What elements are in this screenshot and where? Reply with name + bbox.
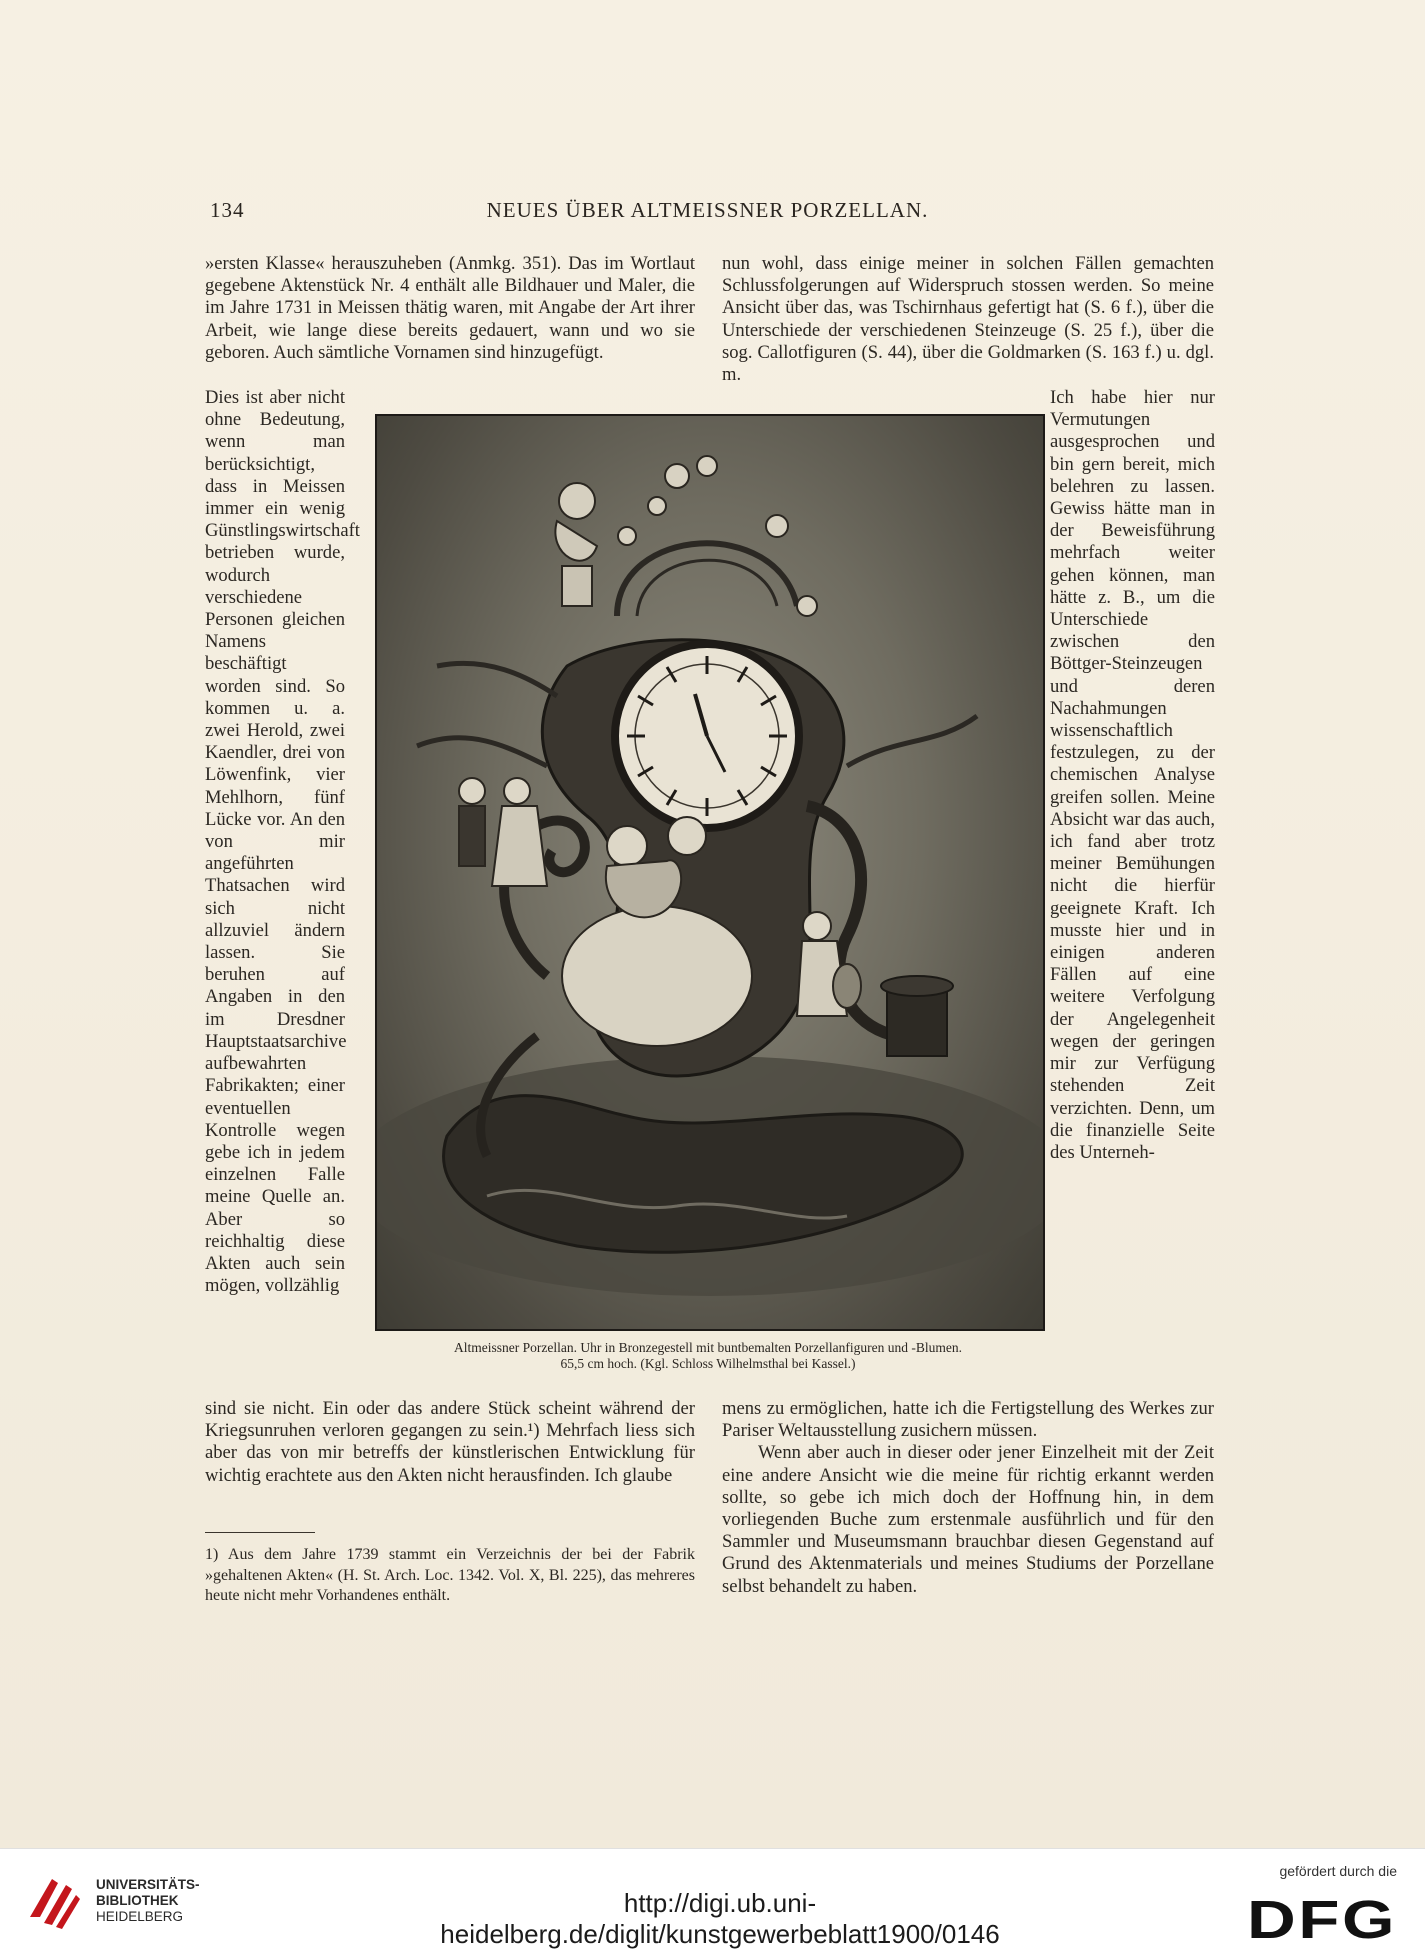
running-title: NEUES ÜBER ALTMEISSNER PORZELLAN. xyxy=(486,198,929,222)
library-name-line: BIBLIOTHEK xyxy=(96,1893,179,1908)
right-column-top xyxy=(722,253,1214,386)
clock-illustration xyxy=(377,416,1043,1329)
library-name-line: HEIDELBERG xyxy=(96,1909,184,1924)
left-column-top xyxy=(205,253,695,364)
paragraph: Wenn aber auch in dieser oder jener Einzelheit mit der Zeit eine andere Ansicht wie die meine für richtig erkannt werden sollte, so gebe ich mich doch der Hoffnung hin, in dem vorliegenden Buche zum erstenmale ausführlich und für den Sammler und Museumsmann brauchbar diesen Gegenstand auf Grund des Aktenmaterials und meines Studiums der Porzellane selbst behandelt zu haben. xyxy=(722,1442,1214,1597)
paragraph: Ich habe hier nur Vermutungen ausgesprochen und bin gern bereit, mich belehren zu lassen. Gewiss hätte man in der Beweisführung mehrfach weiter gehen können, man hätte z. B., um die Unterschiede zwischen den Böttger-Steinzeugen und deren Nachahmungen wissenschaftlich festzulegen, zu der chemischen Analyse greifen sollen. Meine Absicht war das auch, ich fand aber trotz meiner Bemühungen nicht die hierfür geeignete Kraft. Ich musste hier und in einigen anderen Fällen auf eine weitere Verfolgung der Angelegenheit wegen der geringen mir zur Verfügung stehenden Zeit verzichten. Denn, um die finanzielle Seite des Unterneh- xyxy=(1050,387,1215,1163)
dfg-logo[interactable]: DFG xyxy=(1247,1890,1397,1950)
caption-line: 65,5 cm hoch. (Kgl. Schloss Wilhelmsthal bei Kassel.) xyxy=(560,1356,856,1371)
paragraph: »ersten Klasse« herauszuheben (Anmkg. 351). Das im Wortlaut gegebene Aktenstück Nr. 4 enthält alle Bildhauer und Maler, die im Jahre 1731 in Meissen thätig waren, mit Angabe der Art ihrer Arbeit, wie lange diese bereits gedauert, wann und wo sie geboren. Auch sämtliche Vornamen sind hinzugefügt. xyxy=(205,253,695,363)
right-column-around-figure xyxy=(1050,387,1215,1164)
digitization-footer xyxy=(0,1848,1425,1958)
right-column-bottom xyxy=(722,1398,1214,1598)
page-number: 134 xyxy=(210,198,245,222)
left-column-around-figure xyxy=(205,387,360,1297)
footnote-divider xyxy=(205,1532,315,1533)
paragraph: nun wohl, dass einige meiner in solchen Fällen gemachten Schlussfolgerungen auf Widerspruch stossen werden. So meine Ansicht über das, was Tschirnhaus gefertigt hat (S. 6 f.), über die Unterschiede der verschiedenen Steinzeuge (S. 25 f.), über die sog. Callotfiguren (S. 44), über die Goldmarken (S. 163 f.) u. dgl. m. xyxy=(722,253,1214,386)
library-name xyxy=(96,1877,200,1925)
figure-caption xyxy=(375,1340,1041,1372)
paragraph: mens zu ermöglichen, hatte ich die Fertigstellung des Werkes zur Pariser Weltausstellung zusichern müssen. xyxy=(722,1398,1214,1442)
permalink-url[interactable]: http://digi.ub.uni-heidelberg.de/diglit/kunstgewerbeblatt1900/0146 xyxy=(440,1888,1000,1949)
university-library-logo-icon[interactable] xyxy=(22,1871,84,1933)
page-header xyxy=(200,198,1215,228)
library-name-line: UNIVERSITÄTS- xyxy=(96,1877,200,1892)
caption-line: Altmeissner Porzellan. Uhr in Bronzegestell mit buntbemalten Porzellanfiguren und -Blumen. xyxy=(453,1340,962,1355)
footnote: 1) Aus dem Jahre 1739 stammt ein Verzeichnis der bei der Fabrik »gehaltenen Akten« (H. St. Arch. Loc. 1342. Vol. X, Bl. 225), das mehreres heute nicht mehr Vorhandenes enthält. xyxy=(205,1546,695,1604)
porcelain-clock-plate xyxy=(375,414,1045,1331)
funding-label: gefördert durch die xyxy=(1279,1863,1397,1879)
left-column-bottom xyxy=(205,1398,695,1487)
paragraph: sind sie nicht. Ein oder das andere Stück scheint während der Kriegsunruhen verloren gegangen zu sein.¹) Mehrfach liess sich aber das von mir betreffs der künstlerischen Entwicklung für wichtig erachtete aus den Akten nicht herausfinden. Ich glaube xyxy=(205,1398,695,1486)
paragraph: Dies ist aber nicht ohne Bedeutung, wenn man berücksichtigt, dass in Meissen immer ein wenig Günstlingswirtschaft betrieben wurde, wodurch verschiedene Personen gleichen Namens beschäftigt worden sind. So kommen u. a. zwei Herold, zwei Kaendler, drei von Löwenfink, vier Mehlhorn, fünf Lücke vor. An den von mir angeführten Thatsachen wird sich nicht allzuviel ändern lassen. Sie beruhen auf Angaben in den im Dresdner Hauptstaatsarchive aufbewahrten Fabrikakten; einer eventuellen Kontrolle wegen gebe ich in jedem einzelnen Falle meine Quelle an. Aber so reichhaltig diese Akten auch sein mögen, vollzählig xyxy=(205,387,360,1297)
